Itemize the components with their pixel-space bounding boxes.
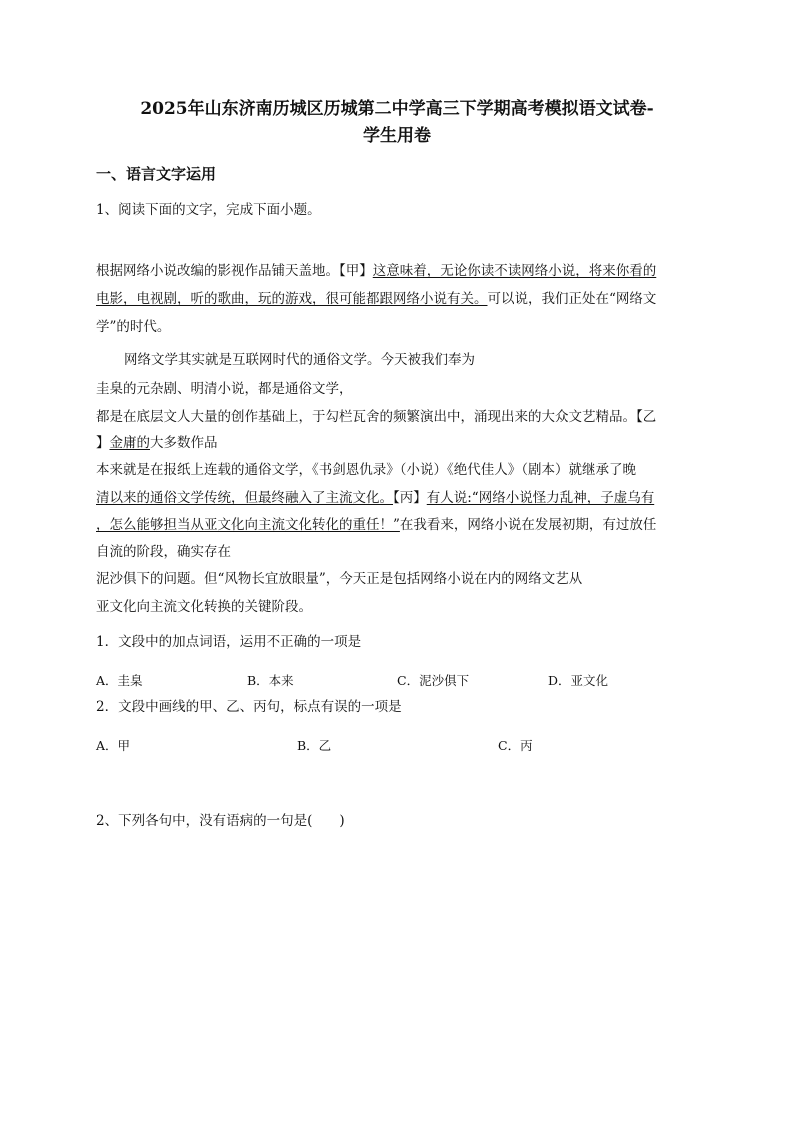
option-a[interactable]: A．圭臬 <box>96 673 143 688</box>
underlined-sentence-yi: 清以来的通俗文学传统，但最终融入了主流文化。 <box>96 490 393 506</box>
underlined-sentence-bing: 有人说:“网络小说怪力乱神，子虚乌有 <box>426 490 655 506</box>
passage-line <box>96 259 656 279</box>
page-title-line2: 学生用卷 <box>363 126 431 146</box>
passage-text: 大多数作品 <box>150 435 218 451</box>
passage-line: 圭臬的元杂剧、明清小说，都是通俗文学， <box>96 381 353 397</box>
underlined-sentence-bing: ，怎么能够担当从亚文化向主流文化转化的重任！” <box>96 517 400 533</box>
passage-text: 【丙】 <box>393 490 427 506</box>
passage-text: 】 <box>96 435 110 451</box>
option-c[interactable]: C．泥沙俱下 <box>397 673 470 688</box>
question-2-stem: 2、下列各句中，没有语病的一句是( ) <box>96 813 345 829</box>
underlined-sentence-jia: 这意味着，无论你读不读网络小说，将来你看的 <box>372 263 657 279</box>
passage-line: 网络文学其实就是互联网时代的通俗文学。今天被我们奉为 <box>124 352 475 368</box>
passage-text: 在我看来，网络小说在发展初期，有过放任 <box>399 517 657 533</box>
subquestion-2-stem: 2．文段中画线的甲、乙、丙句，标点有误的一项是 <box>96 699 402 715</box>
question-1-intro: 1、阅读下面的文字，完成下面小题。 <box>96 202 321 218</box>
passage-line: 本来就是在报纸上连载的通俗文学，《书剑恩仇录》（小说）《绝代佳人》（剧本）就继承了晚 <box>96 462 636 478</box>
passage-line: 泥沙俱下的问题。但“风物长宜放眼量”，今天正是包括网络小说在内的网络文艺从 <box>96 571 583 587</box>
passage-line: 亚文化向主流文化转换的关键阶段。 <box>96 599 312 615</box>
passage-line: 都是在底层文人大量的创作基础上，于勾栏瓦舍的频繁演出中，涌现出来的大众文艺精品。【乙 <box>96 409 657 425</box>
option-b[interactable]: B．乙 <box>297 738 332 753</box>
page-title-line1: 2025年山东济南历城区历城第二中学高三下学期高考模拟语文试卷- <box>140 99 654 119</box>
option-b[interactable]: B．本来 <box>247 673 294 688</box>
option-c[interactable]: C．丙 <box>498 738 533 753</box>
subquestion-1-stem: 1．文段中的加点词语，运用不正确的一项是 <box>96 634 362 650</box>
option-a[interactable]: A．甲 <box>96 738 131 753</box>
section-heading: 一、语言文字运用 <box>96 165 217 183</box>
passage-text: 根据网络小说改编的影视作品铺天盖地。【甲】 <box>96 263 373 279</box>
passage-line <box>96 287 656 307</box>
page-title <box>60 96 734 150</box>
passage-line <box>96 431 218 451</box>
passage-line <box>96 513 656 533</box>
passage-line: 自流的阶段，确实存在 <box>96 544 231 560</box>
passage-line <box>96 486 654 506</box>
underlined-sentence-yi: 金庸的 <box>109 435 150 451</box>
option-d[interactable]: D．亚文化 <box>548 673 609 688</box>
passage-text: 可以说，我们正处在“网络文 <box>487 291 657 307</box>
passage-line: 学”的时代。 <box>96 319 171 335</box>
underlined-sentence-jia: 电影，电视剧，听的歌曲，玩的游戏，很可能都跟网络小说有关。 <box>96 291 488 307</box>
